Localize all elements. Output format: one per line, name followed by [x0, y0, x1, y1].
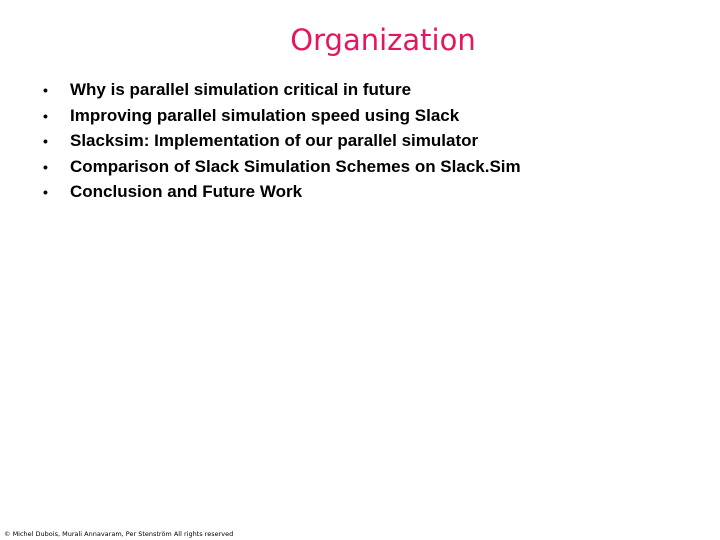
bullet-text: Conclusion and Future Work	[70, 182, 303, 201]
bullet-dot: •	[43, 133, 48, 149]
bullet-dot: •	[43, 107, 48, 124]
slide-title-text: Organization	[290, 23, 476, 57]
bullet-item	[40, 182, 521, 208]
bullet-item	[40, 131, 521, 157]
bullet-text: Comparison of Slack Simulation Schemes on Slack.Sim	[70, 156, 521, 176]
bullet-dot: •	[43, 82, 48, 98]
bullet-item	[40, 157, 521, 183]
bullet-dot: •	[43, 184, 48, 200]
bullet-dot: •	[43, 158, 48, 175]
bullet-text: Improving parallel simulation speed using Slack	[70, 105, 460, 125]
bullet-text: Why is parallel simulation critical in future	[70, 80, 412, 99]
copyright-footer: © Michel Dubois, Murali Annavaram, Per Stenström All rights reserved	[4, 530, 234, 538]
bullet-list	[40, 80, 521, 208]
slide-title	[0, 20, 720, 60]
bullet-text: Slacksim: Implementation of our parallel simulator	[70, 131, 479, 150]
bullet-item	[40, 106, 521, 132]
bullet-item	[40, 80, 521, 106]
